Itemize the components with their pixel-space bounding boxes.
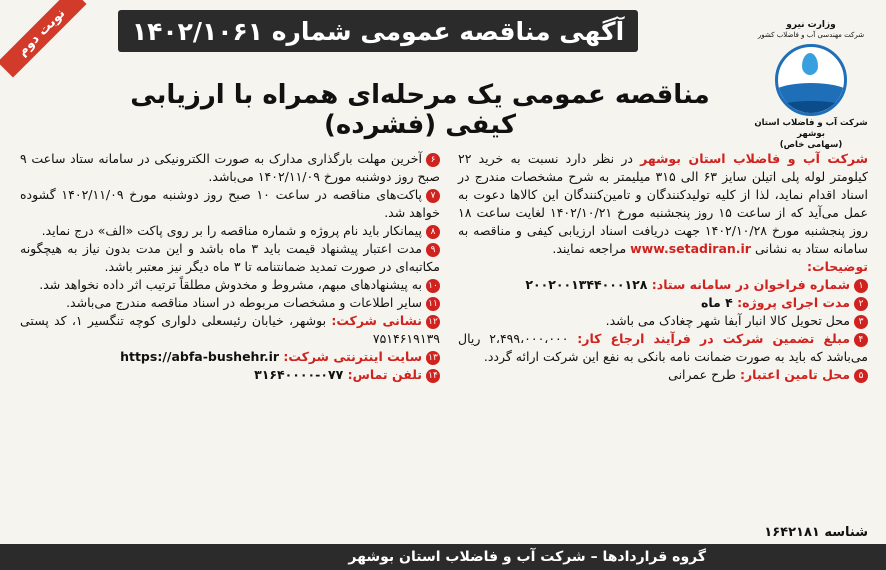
item-number: ۴ [854,333,868,347]
item-value: آخرین مهلت بارگذاری مدارک به صورت الکترونیکی در سامانه ستاد ساعت ۹ صبح روز دوشنبه مورخ ۱۴۰۲/۱۱/۰۹ می‌باشد. [20,151,440,184]
item-value: به پیشنهادهای مبهم، مشروط و مخدوش مطلقاً ترتیب اثر داده نخواهد شد. [39,277,422,292]
item-number: ۶ [426,153,440,167]
item-number: ۸ [426,225,440,239]
second-round-ribbon: نوبت دوم [0,0,87,78]
item-number: ۱۲ [426,315,440,329]
item-number: ۹ [426,243,440,257]
intro-paragraph [458,150,868,258]
intro-company: شرکت آب و فاضلاب استان بوشهر [640,151,868,166]
item-number: ۵ [854,369,868,383]
item-3 [458,312,868,330]
item-label: شماره فراخوان در سامانه ستاد: [651,277,850,292]
company-logo-block [750,20,872,151]
item-number: ۷ [426,189,440,203]
item-8 [20,222,440,240]
item-2 [458,294,868,312]
ministry-name: وزارت نیرو [786,20,836,30]
item-number: ۱ [854,279,868,293]
company-name: شرکت آب و فاضلاب استان بوشهر [754,118,868,139]
item-1 [458,276,868,294]
item-number: ۱۰ [426,279,440,293]
company-type: (سهامی خاص) [779,140,843,150]
item-4 [458,330,868,366]
item-value: ۴ ماه [700,295,738,310]
notice-id: شناسه ۱۶۴۲۱۸۱ [764,525,868,540]
item-label: مدت اجرای پروژه: [737,295,850,310]
item-7 [20,186,440,222]
item-9 [20,240,440,276]
item-14 [20,366,440,384]
item-number: ۱۴ [426,369,440,383]
item-label: تلفن تماس: [347,367,422,382]
item-value: ۲،۴۹۹،۰۰۰،۰۰۰ ریال می‌باشد که باید به صورت ضمانت نامه بانکی به نفع این شرکت ارائه گردد. [458,331,868,364]
wave-icon [775,101,847,116]
item-value: طرح عمرانی [668,367,740,382]
item-value: مدت اعتبار پیشنهاد قیمت باید ۳ ماه باشد و این مدت بدون نیاز به هیچگونه مکاتبه‌ای در صورت تمدید ضمانتنامه تا ۳ ماه دیگر نیز معتبر باشد. [20,241,440,274]
notice-title: آگهی مناقصه عمومی شماره ۱۴۰۲/۱۰۶۱ [118,10,638,52]
item-12 [20,312,440,348]
item-5 [458,366,868,384]
item-value: بوشهر، خیابان رئیسعلی دلواری کوچه تنگسیر ۱، کد پستی ۷۵۱۴۶۱۹۱۳۹ [20,313,440,346]
intro-text: در نظر دارد نسبت به خرید ۲۲ کیلومتر لوله پلی اتیلن سایز ۶۳ الی ۳۱۵ میلیمتر به شرح مشخصات مندرج در اسناد اقدام نماید، لذا از کلیه تولیدکنندگان و تامین‌کنندگان این کالاها دعوت به عمل می‌آید که از ساعت ۱۵ روز پنجشنبه مورخ ۱۴۰۲/۱۰/۲۱ لغایت ساعت ۱۸ روز پنجشنبه مورخ ۱۴۰۲/۱۰/۲۸ جهت دریافت اسناد ارزیابی کیفی و مناقصه به سامانه ستاد به نشانی [458,151,868,256]
item-number: ۱۳ [426,351,440,365]
item-label: مبلغ تضمین شرکت در فرآیند ارجاع کار: [577,331,850,346]
water-drop-icon [802,53,818,75]
setad-link[interactable]: www.setadiran.ir [630,241,751,256]
item-value: محل تحویل کالا انبار آبفا شهر چغادک می باشد. [605,313,850,328]
notice-subtitle: مناقصه عمومی یک مرحله‌ای همراه با ارزیابی کیفی (فشرده) [130,80,710,140]
item-label: نشانی شرکت: [331,313,422,328]
ministry-subtitle: شرکت مهندسی آب و فاضلاب کشور [757,31,865,39]
right-column [458,150,868,384]
item-number: ۲ [854,297,868,311]
item-11 [20,294,440,312]
item-number: ۱۱ [426,297,440,311]
item-label: سایت اینترنتی شرکت: [283,349,422,364]
footer-bar: گروه قراردادها – شرکت آب و فاضلاب استان بوشهر [0,544,886,570]
item-label: محل تامین اعتبار: [739,367,850,382]
phone-number: ۰۷۷-۳۱۶۴۰۰۰۰ [254,367,348,382]
item-value: ۲۰۰۲۰۰۱۳۴۴۰۰۰۱۲۸ [525,277,652,292]
item-13 [20,348,440,366]
item-value: سایر اطلاعات و مشخصات مربوطه در اسناد مناقصه مندرج می‌باشد. [66,295,422,310]
item-6 [20,150,440,186]
item-10 [20,276,440,294]
item-value: پاکت‌های مناقصه در ساعت ۱۰ صبح روز دوشنبه مورخ ۱۴۰۲/۱۱/۰۹ گشوده خواهد شد. [20,187,440,220]
notes-title: توضیحات: [807,259,868,274]
intro-tail: مراجعه نمایند. [552,241,631,256]
item-value: پیمانکار باید نام پروژه و شماره مناقصه را بر روی پاکت «الف» درج نماید. [41,223,422,238]
water-logo-icon [775,44,847,116]
company-website-link[interactable]: https://abfa-bushehr.ir [120,349,284,364]
left-column [20,150,440,384]
item-number: ۳ [854,315,868,329]
